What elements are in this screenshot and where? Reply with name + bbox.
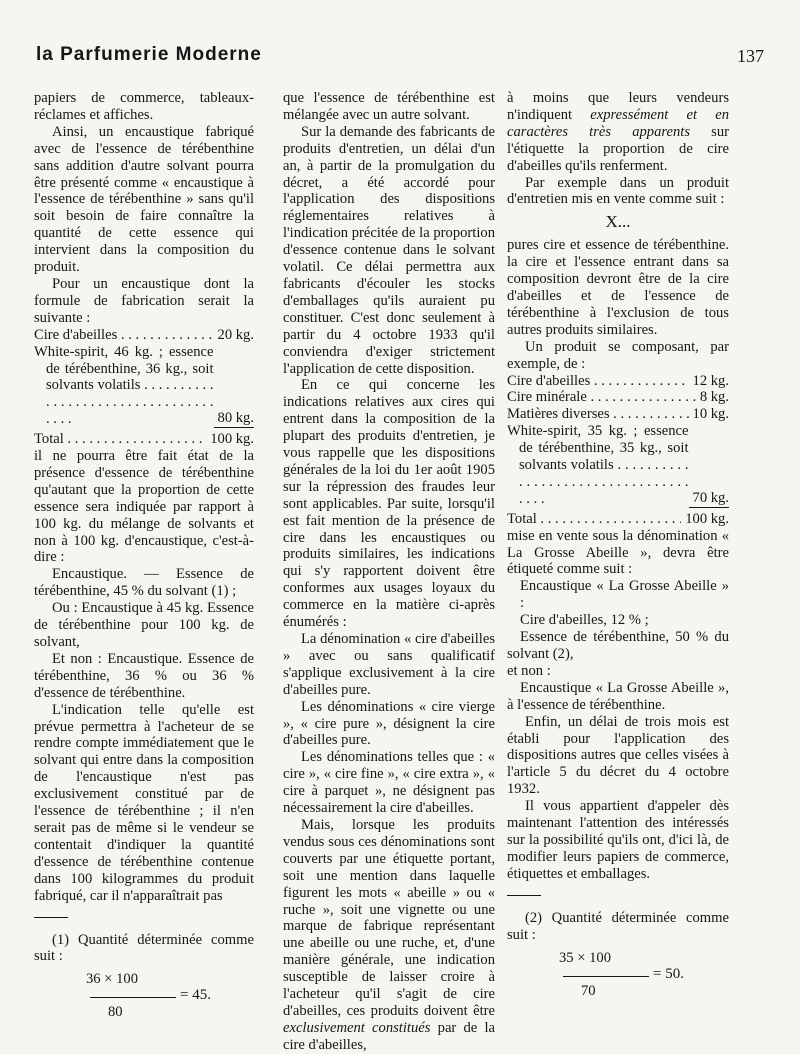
formula-label: Matières diverses . . . [507,406,689,423]
text-run: sur l'étiquette la proportion de cire d'abeilles qu'ils renferment. [507,123,729,174]
formula-label: White-spirit, 46 kg. ; essence de térébenthine, 36 kg., soit solvants volatils . . . [34,344,214,429]
fraction-denominator: 80 [108,1004,123,1021]
emphasis: exclusivement constitués [283,1019,431,1036]
paragraph: Ainsi, un encaustique fabriqué avec de l'essence de térébenthine sans addition d'autre solvant pourra être présenté comme « encaustique à l'essence de térébenthine » sans qu'il soit besoin de faire connaître la quantité de cette essence qui intervient dans la composition du produit. [34,123,254,276]
formula-value: 70 kg. [689,490,729,508]
formula-row [507,423,729,508]
label-example: Essence de térébenthine, 50 % du solvant (2), [507,629,729,662]
formula-value: 20 kg. [217,326,254,343]
fraction-result: = 45. [180,987,211,1004]
paragraph: et non : [507,662,551,679]
product-name: X... [605,212,631,232]
paragraph: Sur la demande des fabricants de produits d'entretien, un délai d'un an, à partir de la promulgation du décret, a été accordé pour l'application des dispositions réglementaires relatives à l'indication précitée de la proportion d'essence contenue dans le solvant volatil. Ce délai permettra aux fabricants d'écouler les stocks d'emballages qu'ils auraient pu constituer. C'est donc seulement à partir du 4 octobre 1933 qu'il conviendra d'exiger strictement l'application de cette disposition. [283,123,495,377]
fraction-numerator: 36 × 100 [86,971,139,988]
fraction-denominator: 70 [581,982,596,999]
emphasis: expressément et en caractères très apparents [507,106,729,140]
column-1 [34,90,254,1023]
paragraph: papiers de commerce, tableaux-réclames et affiches. [34,90,254,123]
text-run: à moins que leurs vendeurs n'indiquent [507,90,729,123]
paragraph: Enfin, un délai de trois mois est établi pour l'application des dispositions autres que celles visées à l'article 5 du décret du 4 octobre 1932. [507,713,729,798]
text-run: Mais, lorsque les produits vendus sous ces dénominations sont couverts par une étiquette portant, soit une mention dans laquelle figurent les mots « abeille » ou « ruche », soit une vignette ou une marque de fabrique représentant une abeille ou une ruche, et, d'une manière générale, une indication susceptible de laisser croire à l'acheteur qu'il s'agit de cire d'abeilles, ces produits doivent être [283,816,495,1019]
footnote-rule [507,895,541,896]
formula-label: Cire minérale . . . [507,389,696,406]
formula-total-row [34,431,254,448]
formula-value: 10 kg. [692,406,729,423]
fraction-result: = 50. [653,965,684,982]
formula-row [34,327,254,344]
formula-value: 80 kg. [214,410,254,428]
page-header [36,44,764,72]
formula-total-label: Total . . . [34,431,206,448]
fraction [507,950,729,1002]
paragraph: Il vous appartient d'appeler dès maintenant l'attention des intéressés sur la possibilité qu'ils ont, d'ici là, de modifier leurs papiers de commerce, étiquettes et emballages. [507,798,729,882]
paragraph: Par exemple dans un produit d'entretien mis en vente comme suit : [507,174,729,208]
formula-row [507,389,729,406]
paragraph: Ou : Encaustique à 45 kg. Essence de térébenthine pour 100 kg. de solvant, [34,600,254,650]
formula-table [34,327,254,448]
paragraph: L'indication telle qu'elle est prévue permettra à l'acheteur de se rendre compte immédiatement que le solvant qui entre dans la composition de l'encaustique n'est pas exclusivement constitué par de l'essence de térébenthine ; il n'en serait pas de même si le vendeur se contentait d'indiquer la quantité d'essence de térébenthine contenue dans 100 kilogrammes du produit fabriqué, car il n'apparaîtrait pas [34,701,254,904]
formula-label: Cire d'abeilles . . . [507,373,689,390]
paragraph: Un produit se composant, par exemple, de : [507,338,729,372]
paragraph: mise en vente sous la dénomination « La Grosse Abeille », devra être étiqueté comme suit : [507,527,729,578]
formula-total-label: Total . . . [507,511,681,528]
text-run: par de la cire d'abeilles, [283,1019,495,1053]
label-example: Encaustique « La Grosse Abeille », à l'essence de térébenthine. [507,679,729,713]
paragraph: que l'essence de térébenthine est mélangée avec un autre solvant. [283,90,495,123]
formula-label: White-spirit, 35 kg. ; essence de térébenthine, 35 kg., soit solvants volatils . . . [507,423,689,508]
formula-value: 12 kg. [692,372,729,389]
column-3 [507,90,729,1002]
footnote-rule [34,917,68,918]
formula-row [34,344,254,429]
fraction-numerator: 35 × 100 [559,949,612,966]
journal-title: la Parfumerie Moderne [36,44,262,65]
paragraph: Les dénominations telles que : « cire », « cire fine », « cire extra », « cire à parquet », ne désignent pas nécessairement la cire d'abeilles. [283,749,495,817]
paragraph: Encaustique. — Essence de térébenthine, 45 % du solvant (1) ; [34,566,254,600]
paragraph: Et non : Encaustique. Essence de térébenthine, 36 % ou 36 % d'essence de térébenthine. [34,650,254,701]
paragraph [283,817,495,1054]
label-example: Cire d'abeilles, 12 % ; [520,612,649,629]
paragraph: La dénomination « cire d'abeilles » avec ou sans qualificatif s'applique exclusivement à la cire d'abeilles pure. [283,631,495,698]
paragraph: Les dénominations « cire vierge », « cire pure », désignent la cire d'abeilles pure. [283,698,495,749]
paragraph: Pour un encaustique dont la formule de fabrication serait la suivante : [34,275,254,326]
formula-total-value: 100 kg. [685,510,729,527]
paragraph: pures cire et essence de térébenthine. la cire et l'essence entrant dans sa composition devront être de la cire d'abeilles et de l'essence de térébenthine à l'exclusion de tous autres produits similaires. [507,237,729,338]
column-2 [283,90,495,1054]
paragraph: En ce qui concerne les indications relatives aux cires qui entrent dans la composition de la plupart des produits d'entretien, je vous rappelle que les dispositions générales de la loi du 1er août 1905 sur la répression des fraudes leur sont applicables. Par suite, lorsqu'il est fait mention de la présence de cire dans les encaustiques ou produits similaires, les indications qui s'y rapportent doivent être conformes aux usages loyaux du commerce en la matière ci-après énumérés : [283,377,495,631]
label-example: Encaustique « La Grosse Abeille » : [520,578,729,612]
page-number: 137 [737,46,764,66]
footnote: (1) Quantité déterminée comme suit : [34,931,254,965]
fraction-bar [563,976,649,977]
formula-total-row [507,511,729,528]
formula-label: Cire d'abeilles . . . [34,327,214,344]
paragraph: il ne pourra être fait état de la présence d'essence de térébenthine qu'autant que la proportion de cette essence sera indiquée par rapport à 100 kg. du mélange de solvants et non à 100 kg. d'encaustique, c'est-à-dire : [34,448,254,566]
fraction-bar [90,997,176,998]
formula-row [507,373,729,390]
formula-table [507,373,729,528]
paragraph [507,90,729,175]
formula-total-value: 100 kg. [210,431,254,448]
fraction [34,971,254,1023]
footnote: (2) Quantité déterminée comme suit : [507,909,729,943]
formula-row [507,406,729,423]
formula-value: 8 kg. [699,389,729,406]
